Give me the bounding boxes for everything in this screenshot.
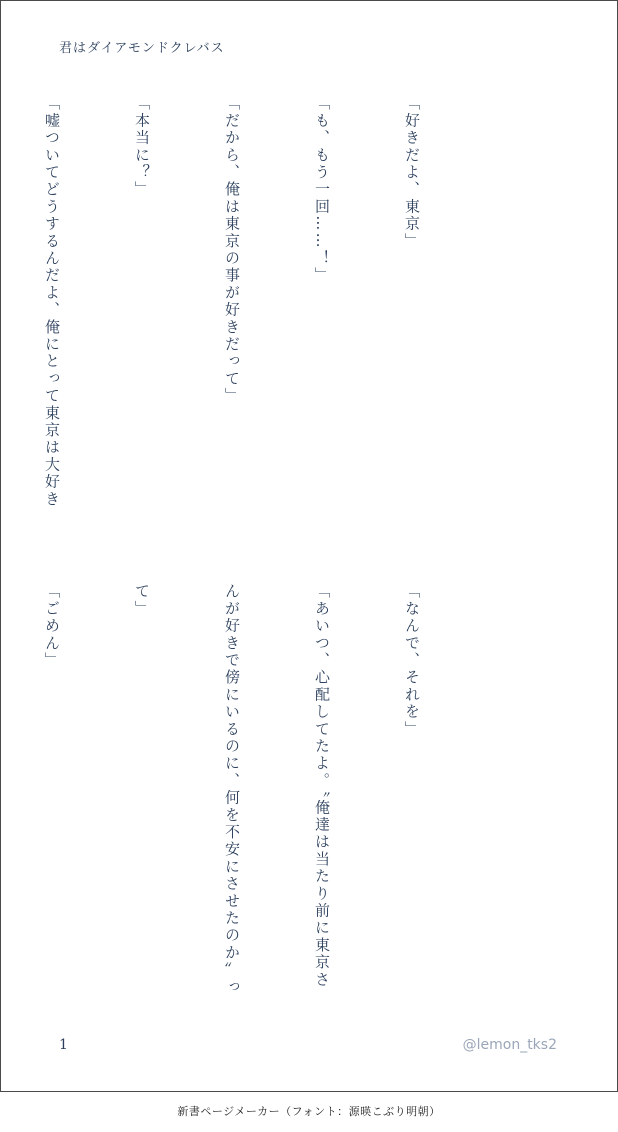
book-title: 君はダイアモンドクレバス bbox=[59, 41, 225, 56]
author-handle: @lemon_tks2 bbox=[462, 1037, 557, 1053]
text-line: 「好きだよ、東京」 bbox=[403, 95, 421, 250]
text-line: んが好きで傍にいるのに、何を不安にさせたのか〟っ bbox=[223, 583, 241, 996]
page-number: 1 bbox=[59, 1037, 68, 1053]
text-line: 「ごめん」 bbox=[43, 583, 61, 669]
footer-credit: 新書ページメーカー（フォント：源暎こぶり明朝） bbox=[177, 1105, 441, 1118]
text-line: 「本当に？」 bbox=[133, 95, 151, 199]
bottom-text-block bbox=[0, 583, 487, 1043]
text-line: て」 bbox=[133, 583, 151, 618]
text-line: 「も、もう一回……！」 bbox=[313, 95, 331, 285]
text-line: 「なんで、それを」 bbox=[403, 583, 421, 738]
text-line: 「だから、俺は東京の事が好きだって」 bbox=[223, 95, 241, 405]
top-text-block bbox=[0, 95, 487, 565]
text-line: 「嘘ついてどうするんだよ、俺にとって東京は大好き bbox=[43, 95, 61, 508]
text-line: 「あいつ、心配してたよ。〝俺達は当たり前に東京さ bbox=[313, 583, 331, 989]
